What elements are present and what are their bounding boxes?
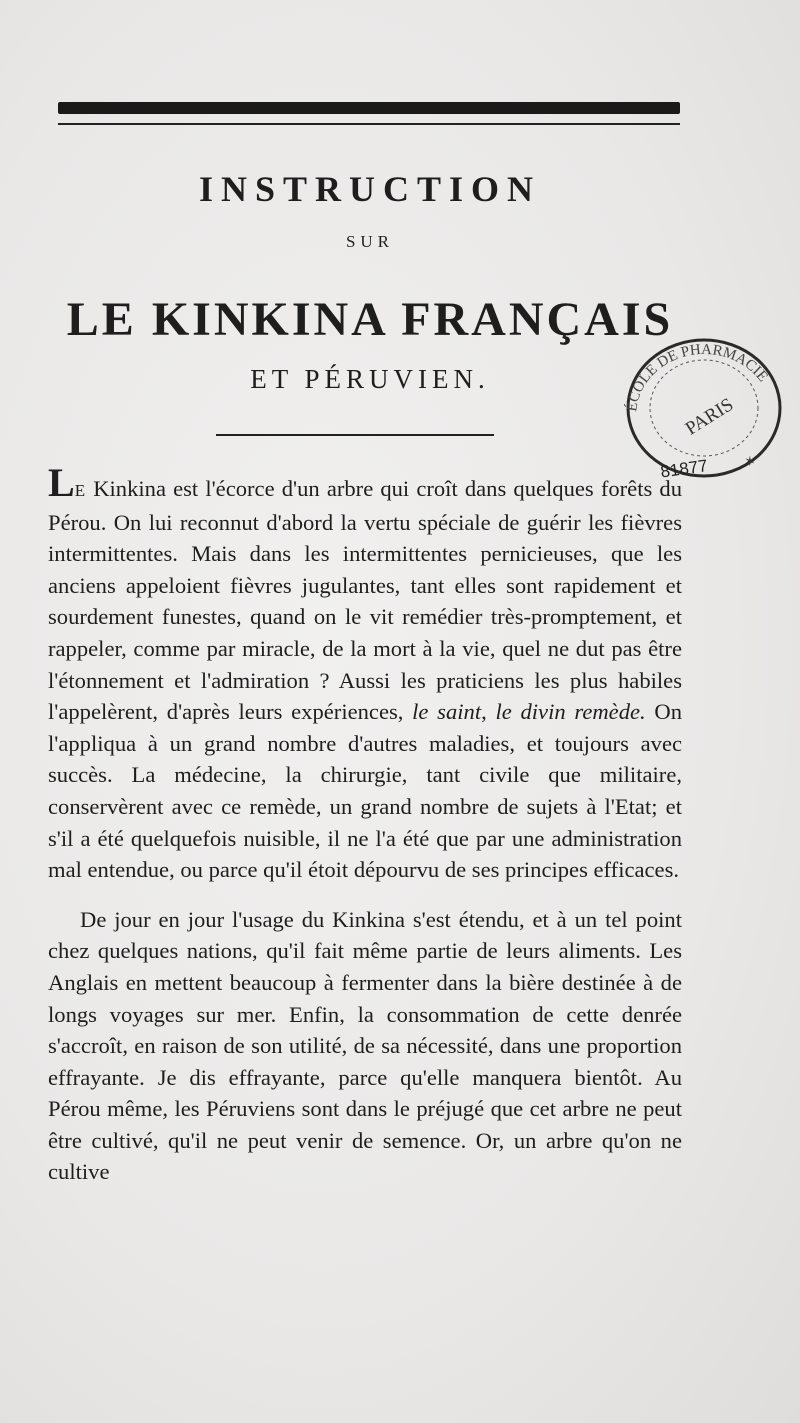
body-text: [48, 460, 682, 1188]
small-cap: E: [74, 481, 87, 500]
title-divider: [216, 434, 494, 436]
drop-cap: L: [48, 460, 75, 505]
stamp-number: 81877: [659, 456, 709, 482]
header-rule-thin: [58, 123, 680, 125]
stamp-center-text: PARIS: [681, 394, 738, 440]
title-subtitle: ET PÉRUVIEN.: [250, 364, 490, 394]
paragraph-1: [48, 460, 682, 886]
title-sur: SUR: [345, 232, 395, 251]
italic-le-saint: le saint: [412, 699, 482, 725]
stamp-star-icon: ✶: [744, 454, 756, 470]
paragraph-2: De jour en jour l'usage du Kinkina s'est étendu, et à un tel point chez quelques nations, qu'il fait même partie de leurs aliments. Les Anglais en mettent beaucoup à fermenter dans la bière destinée à de longs voyages sur mer. Enfin, la consommation de cette denrée s'accroît, en raison de son utilité, de sa nécessité, dans une proportion effrayante. Je dis effrayante, parce qu'elle manquera bientôt. Au Pérou même, les Péruviens sont dans le préjugé que cet arbre ne peut être cultivé, qu'il ne peut venir de semence. Or, un arbre qu'on ne cultive: [48, 906, 682, 1185]
paragraph-1-text-b: ,: [481, 699, 496, 725]
title-instruction: INSTRUCTION: [198, 169, 542, 209]
title-main: LE KINKINA FRANÇAIS: [66, 293, 674, 346]
library-stamp-icon: [606, 326, 788, 486]
paragraph-1-text-a: Kinkina est l'écorce d'un arbre qui croît dans quelques forêts du Pérou. On lui reconnut d'abord la vertu spéciale de guérir les fièvres intermittentes. Mais dans les intermittentes pernicieuses, que les anciens appeloient fièvres jugulantes, tant elles sont rapidement et sourdement funestes, quand on le vit remédier très-promptement, et rappeler, comme par miracle, de la mort à la vie, quel ne dut pas être l'étonnement et l'admiration ? Aussi les praticiens les plus habiles l'appelèrent, d'après leurs expériences,: [48, 476, 682, 725]
paragraph-1-text-c: On l'appliqua à un grand nombre d'autres maladies, et toujours avec succès. La médecine, la chirurgie, tant civile que militaire, conservèrent avec ce remède, un grand nombre de sujets à l'Etat; et s'il a été quelquefois nuisible, il ne l'a été que par une administration mal entendue, ou parce qu'il étoit dépourvu de ses principes efficaces.: [48, 699, 682, 883]
italic-le-divin-remede: le divin remède.: [495, 699, 646, 725]
header-rule-thick: [58, 102, 680, 114]
stamp-outer-text: ÉCOLE DE PHARMACIE: [624, 341, 771, 413]
